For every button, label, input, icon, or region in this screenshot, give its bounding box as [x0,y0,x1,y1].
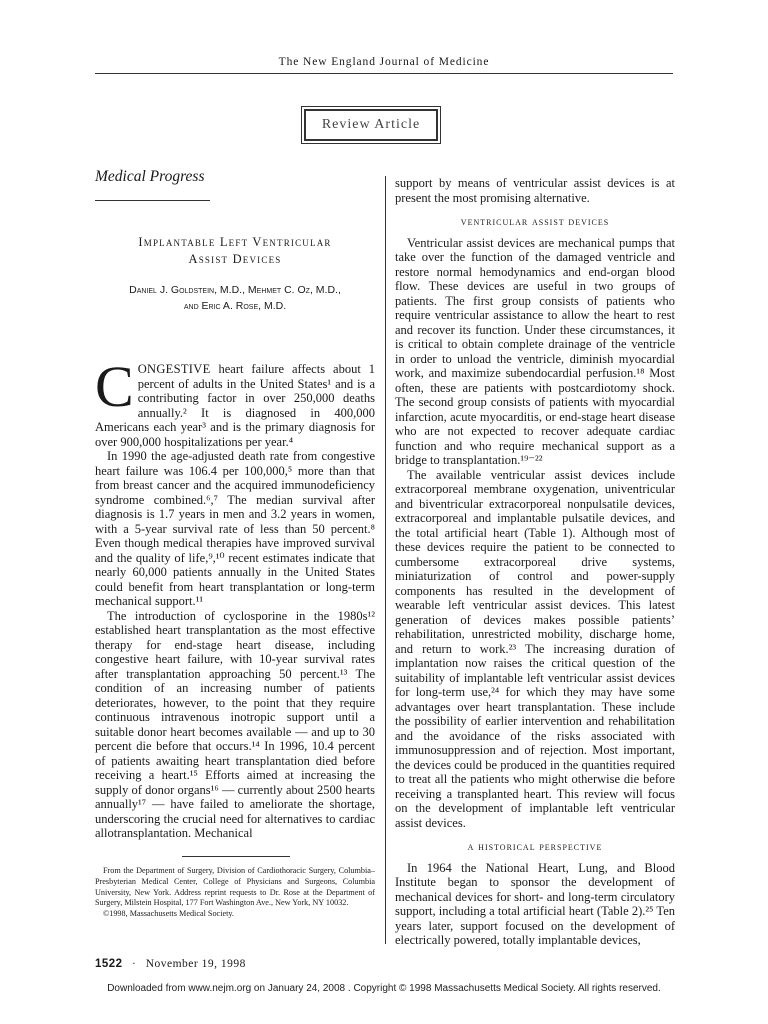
lead-caps: ONGESTIVE [137,362,211,376]
column-divider [385,176,386,944]
left-body-text [95,354,375,841]
authors-line-2: and Eric A. Rose, M.D. [183,300,287,312]
paragraph-intro [95,354,375,449]
drop-cap: C [95,354,134,419]
page-footer [95,958,246,970]
page-number: 1522 [95,958,123,970]
authors-line-1: Daniel J. Goldstein, M.D., Mehmet C. Oz, M.D., [129,284,341,296]
download-notice: Downloaded from www.nejm.org on January 24, 2008 . Copyright © 1998 Massachusetts Medical Society. All rights reserved. [107,983,661,994]
article-title [95,234,375,268]
subhead-ventricular-assist-devices: ventricular assist devices [460,216,610,228]
article-title-line-2: Assist Devices [188,252,282,266]
footnote-rule [182,856,290,857]
section-rule [95,200,210,201]
journal-header [95,56,673,74]
left-column [95,168,375,841]
paragraph-vad-2: The available ventricular assist devices include extracorporeal membrane oxygenation, univentricular and biventricular extracorporeal nonpulsatile devices, extracorporeal and implantable pulsatile devices, and the total artificial heart (Table 1). Although most of these devices require the patient to be connected to cumbersome extracorporeal drive systems, miniaturization of control and power-supply components has resulted in the development of wearable left ventricular assist devices. This latest generation of devices makes possible patients’ rehabilitation, unrestricted mobility, discharge home, and return to work.²³ The increasing duration of implantation now raises the critical question of the suitability of implantable left ventricular assist devices for long-term use,²⁴ for which they may have some advantages over heart transplantation. These include the possibility of earlier intervention and rehabilitation and the avoidance of the risks associated with immunosuppression and of rejection. Most important, the devices could be produced in the quantities required to treat all the patients who might otherwise die before receiving a transplanted heart. This review will focus on the development of implantable left ventricular assist devices. [395,467,675,830]
paragraph-1-text: heart failure affects about 1 percent of adults in the United States¹ and is a contributing factor in over 250,000 deaths annually.² It is diagnosed in 400,000 Americans each year³ and is the primary diagnosis for over 900,000 hospitalizations per year.⁴ [95,362,375,449]
subhead-historical-perspective: a historical perspective [467,841,603,853]
paragraph-continuation: support by means of ventricular assist devices is at present the most promising alternative. [395,176,675,205]
issue-date: November 19, 1998 [145,958,246,970]
footnote [95,866,375,920]
paragraph-vad-1: Ventricular assist devices are mechanical pumps that take over the function of the damaged ventricle and restore normal hemodynamics and end-organ blood flow. These devices are useful in two groups of patients. The first group consists of patients who require ventricular assistance to allow the heart to rest and recover its function. Under these circumstances, it is critical to obtain complete drainage of the ventricle in order to unload the ventricle, diminish myocardial work, and maximize subendocardial perfusion.¹⁸ Most often, these are patients with postcardiotomy shock. The second group consists of patients with myocardial infarction, acute myocarditis, or end-stage heart disease who are not expected to recover adequate cardiac function and who require mechanical support as a bridge to transplantation.¹⁹⁻²² [395,235,675,467]
article-title-line-1: Implantable Left Ventricular [138,235,332,249]
paragraph-2: In 1990 the age-adjusted death rate from congestive heart failure was 106.4 per 100,000,⁵ more than that from breast cancer and the acquired immunodeficiency syndrome combined.⁶,⁷ The median survival after diagnosis is 1.7 years in men and 3.2 years in women, with a 5-year survival rate of less than 50 percent.⁸ Even though medical therapies have improved survival and the quality of life,⁹,¹⁰ recent estimates indicate that nearly 60,000 patients annually in the United States could benefit from heart transplantation or long-term mechanical support.¹¹ [95,449,375,608]
section-title: Medical Progress [95,168,205,185]
review-article-box [301,106,441,144]
journal-name: The New England Journal of Medicine [278,56,490,68]
paragraph-3: The introduction of cyclosporine in the 1980s¹² established heart transplantation as the most effective therapy for end-stage heart disease, including congestive heart failure, with 10-year survival rates after transplantation approaching 50 percent.¹³ The condition of an increasing number of patients deteriorates, however, to the point that they require continuous intravenous inotropic support until a suitable donor heart becomes available — and up to 30 percent die before that occurs.¹⁴ In 1996, 10.4 percent of patients awaiting heart transplantation died before receiving a heart.¹⁵ Efforts aimed at increasing the supply of donor organs¹⁶ — currently about 2500 hearts annually¹⁷ — have failed to ameliorate the shortage, underscoring the crucial need for alternatives to cardiac allotransplantation. Mechanical [95,608,375,840]
review-article-label: Review Article [304,109,438,141]
footnote-copyright: ©1998, Massachusetts Medical Society. [103,909,234,919]
right-column [395,176,675,948]
footnote-affiliation: From the Department of Surgery, Division of Cardiothoracic Surgery, Columbia–Presbyterian Medical Center, College of Physicians and Surgeons, Columbia University, New York. Address reprint requests to Dr. Rose at the Department of Surgery, Milstein Hospital, 177 Fort Washington Ave., New York, NY 10032. [95,866,375,908]
footer-separator: · [131,958,137,970]
paragraph-history-1: In 1964 the National Heart, Lung, and Blood Institute began to sponsor the development of mechanical devices for short- and long-term circulatory support, including a total artificial heart (Table 2).²⁵ Ten years later, support focused on the development of electrically powered, totally implantable devices, [395,860,675,947]
author-list [95,282,375,314]
